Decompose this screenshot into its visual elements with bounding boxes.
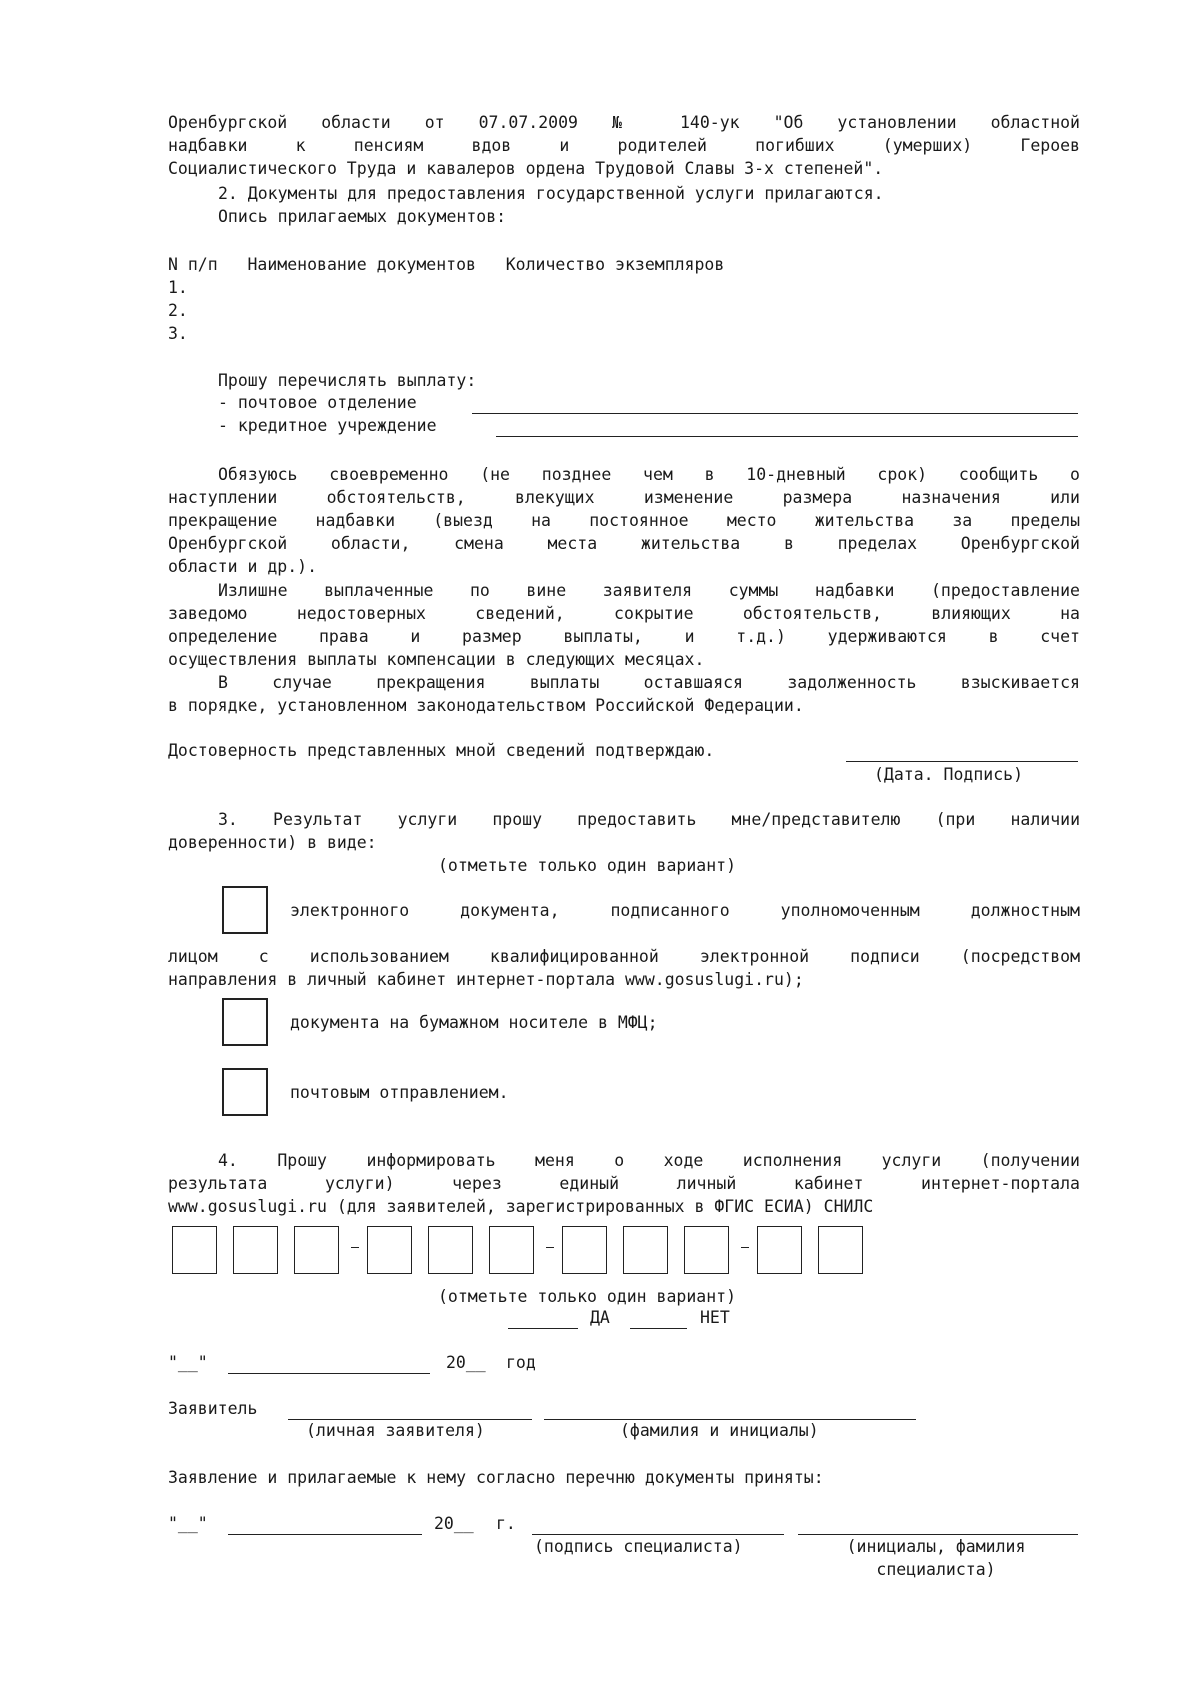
snils-separator (546, 1247, 554, 1248)
specialist-initials-caption: (инициалы, фамилия (846, 1537, 1026, 1556)
option-postal-checkbox[interactable] (222, 1068, 268, 1116)
inventory-row: 2. (168, 301, 188, 320)
date-year-field[interactable]: 20__ (446, 1353, 486, 1372)
intro-line: надбавки к пенсиям вдов и родителей погибших (умерших) Героев (168, 136, 1080, 155)
option-postal-label: почтовым отправлением. (290, 1083, 509, 1102)
option-paper-mfc-label: документа на бумажном носителе в МФЦ; (290, 1013, 658, 1032)
confirmation-text: Достоверность представленных мной сведений подтверждаю. (168, 741, 715, 760)
no-field[interactable] (630, 1328, 687, 1329)
accepted-year-word: г. (496, 1514, 516, 1533)
snils-digit-box[interactable] (757, 1226, 802, 1274)
payment-post-office-label: - почтовое отделение (218, 393, 417, 412)
section4-line: 4. Прошу информировать меня о ходе исполнения услуги (получении (218, 1151, 1080, 1170)
accepted-text: Заявление и прилагаемые к нему согласно перечню документы приняты: (168, 1468, 824, 1487)
termination-line: в порядке, установленном законодательством Российской Федерации. (168, 696, 804, 715)
section2-heading: 2. Документы для предоставления государственной услуги прилагаются. (218, 184, 884, 203)
date-month-field[interactable] (228, 1373, 430, 1374)
option-electronic-label: направления в личный кабинет интернет-портала www.gosuslugi.ru); (168, 970, 804, 989)
credit-institution-field[interactable] (496, 436, 1078, 437)
date-year-word: год (506, 1353, 536, 1372)
snils-digit-box[interactable] (428, 1226, 473, 1274)
termination-line: В случае прекращения выплаты оставшаяся задолженность взыскивается (218, 673, 1080, 692)
option-electronic-label: лицом с использованием квалифицированной электронной подписи (посредством (168, 947, 1080, 966)
specialist-signature-caption: (подпись специалиста) (534, 1537, 743, 1556)
post-office-field[interactable] (472, 413, 1078, 414)
intro-line: Оренбургской области от 07.07.2009 № 140-ук "Об установлении областной (168, 113, 1080, 132)
applicant-name-caption: (фамилия и инициалы) (620, 1421, 819, 1440)
snils-digit-box[interactable] (367, 1226, 412, 1274)
specialist-initials-caption: специалиста) (876, 1560, 996, 1579)
inventory-row: 1. (168, 278, 188, 297)
overpaid-line: осуществления выплаты компенсации в следующих месяцах. (168, 650, 705, 669)
inventory-table-header: N п/п Наименование документов Количество экземпляров (168, 255, 725, 274)
payment-credit-label: - кредитное учреждение (218, 416, 437, 435)
date-signature-field[interactable] (846, 761, 1078, 762)
payment-title: Прошу перечислять выплату: (218, 371, 477, 390)
snils-separator (351, 1247, 359, 1248)
applicant-label: Заявитель (168, 1399, 258, 1418)
specialist-signature-field[interactable] (532, 1534, 784, 1535)
accepted-day-field[interactable]: "__" (168, 1514, 208, 1533)
date-day-field[interactable]: "__" (168, 1353, 208, 1372)
date-signature-caption: (Дата. Подпись) (874, 765, 1024, 784)
obligation-line: прекращение надбавки (выезд на постоянное место жительства за пределы (168, 511, 1080, 530)
section3-line: 3. Результат услуги прошу предоставить мне/представителю (при наличии (218, 810, 1080, 829)
snils-digit-box[interactable] (233, 1226, 278, 1274)
accepted-month-field[interactable] (228, 1534, 422, 1535)
snils-digit-box[interactable] (818, 1226, 863, 1274)
option-electronic-checkbox[interactable] (222, 886, 268, 934)
section4-line: www.gosuslugi.ru (для заявителей, зарегистрированных в ФГИС ЕСИА) СНИЛС (168, 1197, 874, 1216)
obligation-line: Оренбургской области, смена места жительства в пределах Оренбургской (168, 534, 1080, 553)
obligation-line: области и др.). (168, 557, 318, 576)
snils-digit-box[interactable] (294, 1226, 339, 1274)
overpaid-line: заведомо недостоверных сведений, сокрытие обстоятельств, влияющих на (168, 604, 1080, 623)
section3-hint: (отметьте только один вариант) (438, 856, 737, 875)
intro-line: Социалистического Труда и кавалеров ордена Трудовой Славы 3-х степеней". (168, 159, 884, 178)
section3-line: доверенности) в виде: (168, 833, 377, 852)
specialist-initials-field[interactable] (798, 1534, 1078, 1535)
overpaid-line: Излишне выплаченные по вине заявителя суммы надбавки (предоставление (218, 581, 1080, 600)
yes-label: ДА (590, 1308, 610, 1327)
option-paper-mfc-checkbox[interactable] (222, 998, 268, 1046)
overpaid-line: определение права и размер выплаты, и т.д.) удерживаются в счет (168, 627, 1080, 646)
section4-hint: (отметьте только один вариант) (438, 1287, 737, 1306)
option-electronic-label: электронного документа, подписанного уполномоченным должностным (290, 901, 1080, 920)
inventory-row: 3. (168, 324, 188, 343)
section4-line: результата услуги) через единый личный кабинет интернет-портала (168, 1174, 1080, 1193)
snils-digit-box[interactable] (172, 1226, 217, 1274)
yes-field[interactable] (508, 1328, 578, 1329)
snils-digit-box[interactable] (489, 1226, 534, 1274)
accepted-year-field[interactable]: 20__ (434, 1514, 474, 1533)
snils-digit-box[interactable] (684, 1226, 729, 1274)
inventory-title: Опись прилагаемых документов: (218, 207, 507, 226)
no-label: НЕТ (700, 1308, 730, 1327)
snils-digit-box[interactable] (562, 1226, 607, 1274)
snils-digit-box[interactable] (623, 1226, 668, 1274)
obligation-line: наступлении обстоятельств, влекущих изменение размера назначения или (168, 488, 1080, 507)
applicant-signature-caption: (личная заявителя) (306, 1421, 485, 1440)
snils-separator (741, 1247, 749, 1248)
obligation-line: Обязуюсь своевременно (не позднее чем в 10-дневный срок) сообщить о (218, 465, 1080, 484)
